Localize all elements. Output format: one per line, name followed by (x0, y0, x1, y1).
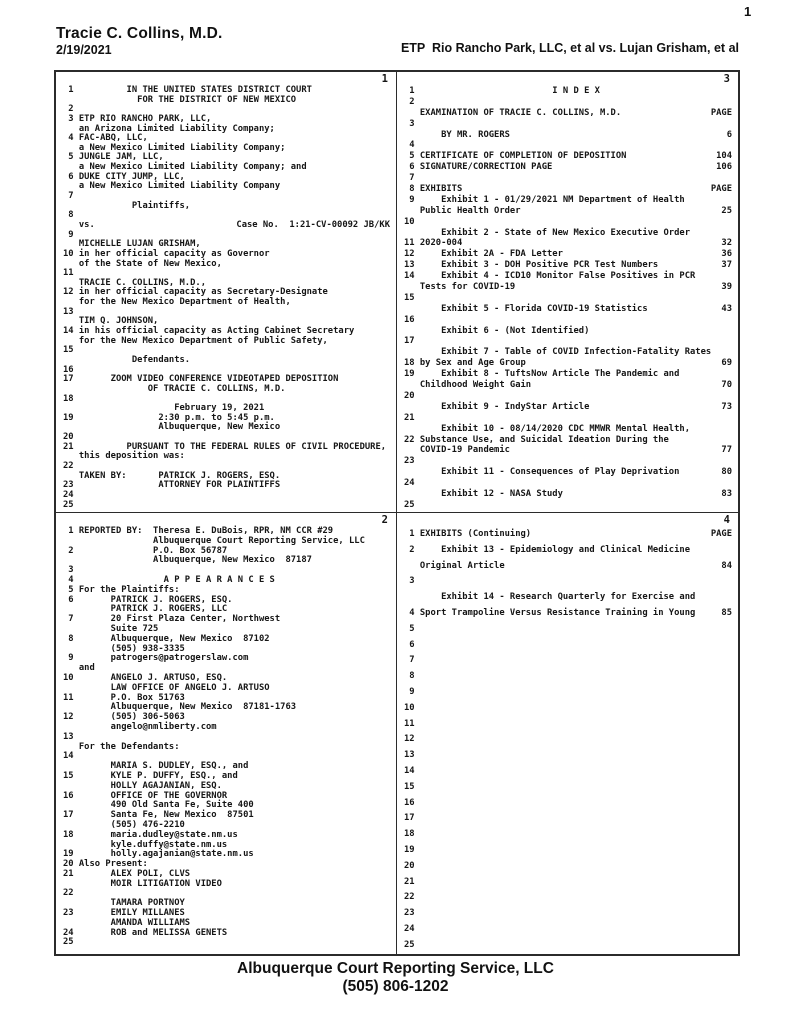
transcript-row-text: 7 (404, 655, 415, 666)
transcript-row-text: FOR THE DISTRICT OF NEW MEXICO (63, 94, 297, 105)
transcript-row-text: 18 maria.dudley@state.nm.us (63, 829, 238, 840)
transcript-row-text: vs. (63, 219, 95, 230)
transcript-row-page-ref: Case No. 1:21-CV-00092 JB/KK (236, 219, 390, 230)
transcript-row (404, 445, 732, 456)
transcript-row (404, 717, 732, 733)
transcript-page-number: 2 (381, 514, 388, 526)
transcript-row-text: 3 ETP RIO RANCHO PARK, LLC, (63, 113, 212, 124)
transcript-row (404, 811, 732, 827)
transcript-row-text: PATRICK J. ROGERS, LLC (63, 604, 228, 615)
transcript-row-text: 4 FAC-ABQ, LLC, (63, 133, 148, 144)
deposition-date: 2/19/2021 (56, 43, 112, 57)
transcript-row-text: LAW OFFICE OF ANGELO J. ARTUSO (63, 682, 270, 693)
transcript-row (63, 723, 390, 733)
transcript-row-text: 6 PATRICK J. ROGERS, ESQ. (63, 594, 233, 605)
transcript-row (404, 669, 732, 685)
transcript-row-text: 5 JUNGLE JAM, LLC, (63, 152, 164, 163)
transcript-row (404, 347, 732, 358)
transcript-row-text: 23 (404, 908, 415, 919)
transcript-row-text: 13 (63, 306, 74, 317)
transcript-row-text: 10 (404, 216, 415, 227)
transcript-row-text: 20 (63, 432, 74, 443)
transcript-row (63, 182, 390, 192)
transcript-row-text: a New Mexico Limited Liability Company (63, 181, 281, 192)
transcript-row (404, 413, 732, 424)
transcript-row (404, 380, 732, 391)
transcript-row-text: 25 (404, 499, 415, 510)
transcript-row-text: 16 (404, 314, 415, 325)
transcript-row-page-ref: 106 (716, 162, 732, 173)
transcript-row-text: 17 (404, 813, 415, 824)
transcript-row-text: for the New Mexico Department of Public Safety, (63, 335, 328, 346)
transcript-row-text: 4 Sport Trampoline Versus Resistance Training in Young (404, 607, 696, 618)
transcript-row-page-ref: 70 (721, 380, 732, 391)
transcript-row-text: 2 (63, 104, 74, 115)
transcript-row (404, 326, 732, 337)
transcript-row (63, 356, 390, 366)
transcript-row-text: 2 Exhibit 13 - Epidemiology and Clinical Medicine (404, 544, 690, 555)
transcript-row-text: 16 OFFICE OF THE GOVERNOR (63, 790, 228, 801)
transcript-row-page-ref: PAGE (710, 107, 732, 118)
transcript-row-text: 6 DUKE CITY JUMP, LLC, (63, 171, 185, 182)
transcript-row-text: 23 (404, 456, 415, 467)
transcript-row-page-ref: 85 (721, 607, 732, 618)
transcript-row-text: 8 (404, 671, 415, 682)
transcript-row-page-ref: 25 (721, 205, 732, 216)
transcript-row (404, 890, 732, 906)
transcript-row (404, 843, 732, 859)
transcript-row-page-ref: PAGE (710, 184, 732, 195)
transcript-row (63, 929, 390, 939)
transcript-row-text: 15 (63, 345, 74, 356)
transcript-row-text: 15 (404, 292, 415, 303)
transcript-row (63, 743, 390, 753)
transcript-row-page-ref: 36 (721, 249, 732, 260)
transcript-row-text: 3 (404, 576, 415, 587)
transcript-row-text: 21 ALEX POLI, CLVS (63, 868, 191, 879)
transcript-row-text: 11 P.O. Box 51763 (63, 692, 185, 703)
transcript-row-text: Exhibit 10 - 08/14/2020 CDC MMWR Mental Health, (404, 423, 690, 434)
transcript-row-text: 7 (63, 191, 74, 202)
transcript-row-text: MOIR LITIGATION VIDEO (63, 878, 222, 889)
transcript-row (63, 880, 390, 890)
transcript-row-text: 19 2:30 p.m. to 5:45 p.m. (63, 412, 275, 423)
transcript-row (404, 260, 732, 271)
transcript-row (63, 501, 390, 511)
transcript-row-page-ref: 39 (721, 282, 732, 293)
transcript-grid (54, 70, 740, 956)
transcript-row-text: 14 in his official capacity as Acting Cabinet Secretary (63, 326, 355, 337)
transcript-page-1 (56, 72, 397, 513)
transcript-row-text: 11 2020-004 (404, 238, 463, 249)
transcript-row-text: 25 (404, 939, 415, 950)
transcript-row (63, 202, 390, 212)
transcript-row (404, 748, 732, 764)
transcript-row (404, 402, 732, 413)
transcript-row-text: 11 (404, 718, 415, 729)
transcript-row (404, 489, 732, 500)
transcript-row-text: 8 EXHIBITS (404, 184, 463, 195)
transcript-row-page-ref: 73 (721, 401, 732, 412)
transcript-row-text: Plaintiffs, (63, 200, 191, 211)
transcript-row (404, 906, 732, 922)
transcript-row-text: Original Article (404, 560, 505, 571)
transcript-row (404, 282, 732, 293)
transcript-row-text: (505) 476-2210 (63, 819, 185, 830)
transcript-row-text: a New Mexico Limited Liability Company; (63, 142, 286, 153)
transcript-row-text: 4 (404, 140, 415, 151)
transcript-row (404, 304, 732, 315)
transcript-row-text: 24 (404, 923, 415, 934)
transcript-row (63, 385, 390, 395)
transcript-row-page-ref: 69 (721, 358, 732, 369)
transcript-row-text: 22 (404, 892, 415, 903)
transcript-row (404, 732, 732, 748)
transcript-row (404, 478, 732, 489)
transcript-row-text: 16 (404, 797, 415, 808)
transcript-row-text: 1 EXHIBITS (Continuing) (404, 529, 532, 539)
transcript-row-text: angelo@nmliberty.com (63, 721, 217, 732)
transcript-row-text: 3 (63, 565, 74, 576)
transcript-row-text: Exhibit 14 - Research Quarterly for Exercise and (404, 592, 696, 603)
transcript-row-page-ref: 43 (721, 303, 732, 314)
transcript-row (404, 622, 732, 638)
transcript-row-text: 12 in her official capacity as Secretary-Designate (63, 287, 328, 298)
transcript-row (404, 653, 732, 669)
transcript-row-page-ref: 84 (721, 560, 732, 571)
transcript-row-text: 4 A P P E A R A N C E S (63, 574, 275, 585)
transcript-row-text: 1 I N D E X (404, 86, 600, 96)
transcript-row-text: For the Defendants: (63, 741, 180, 752)
transcript-row (404, 764, 732, 780)
transcript-row-text: 17 Santa Fe, New Mexico 87501 (63, 810, 254, 821)
transcript-row (404, 875, 732, 891)
overall-page-number: 1 (744, 4, 752, 19)
transcript-row (63, 481, 390, 491)
transcript-row-page-ref: PAGE (710, 529, 732, 539)
transcript-row-text: 9 Exhibit 1 - 01/29/2021 NM Department of Health (404, 194, 685, 205)
transcript-row-text: 25 (63, 937, 74, 948)
transcript-row-text: 9 patrogers@patrogerslaw.com (63, 653, 249, 664)
transcript-row-text: 14 (404, 765, 415, 776)
transcript-row (404, 217, 732, 228)
transcript-row-text: 490 Old Santa Fe, Suite 400 (63, 800, 254, 811)
transcript-row-text: 18 (404, 829, 415, 840)
transcript-row-text: and (63, 663, 95, 674)
transcript-row-text: 24 ROB and MELISSA GENETS (63, 927, 228, 938)
transcript-row-text: an Arizona Limited Liability Company; (63, 123, 275, 134)
transcript-row-text: Exhibit 12 - NASA Study (404, 488, 563, 499)
transcript-row (404, 796, 732, 812)
transcript-row (404, 271, 732, 282)
transcript-row-text: MICHELLE LUJAN GRISHAM, (63, 239, 201, 250)
footer-company-name: Albuquerque Court Reporting Service, LLC (237, 960, 554, 977)
transcript-row (404, 391, 732, 402)
transcript-row-text: 16 (63, 364, 74, 375)
transcript-row (404, 435, 732, 446)
transcript-row-text: 22 Substance Use, and Suicidal Ideation During the (404, 434, 669, 445)
transcript-row (404, 238, 732, 249)
transcript-row-text: EXAMINATION OF TRACIE C. COLLINS, M.D. (404, 107, 622, 118)
transcript-row-page-ref: 37 (721, 260, 732, 271)
footer (0, 960, 791, 996)
transcript-row (404, 206, 732, 217)
transcript-row-text: 9 (404, 686, 415, 697)
transcript-row-text: 24 (63, 489, 74, 500)
transcript-row (63, 491, 390, 501)
transcript-row-text: MARIA S. DUDLEY, ESQ., and (63, 761, 249, 772)
transcript-row (63, 938, 390, 948)
transcript-row (404, 500, 732, 511)
transcript-row-text: 10 ANGELO J. ARTUSO, ESQ. (63, 672, 228, 683)
transcript-row (404, 456, 732, 467)
transcript-row (63, 337, 390, 347)
transcript-row-text: 18 by Sex and Age Group (404, 358, 526, 369)
transcript-row (404, 151, 732, 162)
transcript-row (404, 119, 732, 130)
transcript-row-page-ref: 83 (721, 488, 732, 499)
transcript-row (63, 96, 390, 106)
transcript-row (404, 574, 732, 590)
transcript-rows (404, 527, 732, 954)
transcript-row-text: Exhibit 5 - Florida COVID-19 Statistics (404, 303, 648, 314)
transcript-row-text: 7 (404, 173, 415, 184)
transcript-row-text: 19 (404, 844, 415, 855)
transcript-rows (404, 86, 732, 511)
transcript-row-text: Childhood Weight Gain (404, 380, 532, 391)
transcript-row-text: 5 CERTIFICATE OF COMPLETION OF DEPOSITION (404, 151, 627, 162)
transcript-row-text: 20 (404, 860, 415, 871)
transcript-row-text: February 19, 2021 (63, 403, 265, 414)
transcript-row-text: 21 PURSUANT TO THE FEDERAL RULES OF CIVIL PROCEDURE, (63, 441, 387, 452)
transcript-row-text: AMANDA WILLIAMS (63, 917, 191, 928)
transcript-row-text: Exhibit 6 - (Not Identified) (404, 325, 590, 336)
transcript-row-text: 22 (63, 460, 74, 471)
transcript-row (63, 423, 390, 433)
transcript-row (404, 162, 732, 173)
transcript-row-text: 15 (404, 781, 415, 792)
transcript-row-text: 22 (63, 888, 74, 899)
transcript-row-text: kyle.duffy@state.nm.us (63, 839, 228, 850)
transcript-row-text: 21 (404, 876, 415, 887)
transcript-row-text: 12 (505) 306-5063 (63, 712, 185, 723)
transcript-row-text: 10 in her official capacity as Governor (63, 248, 270, 259)
transcript-row-text: Exhibit 9 - IndyStar Article (404, 401, 590, 412)
transcript-row-text: Albuquerque, New Mexico 87187 (63, 555, 312, 566)
transcript-row-text: 5 (404, 623, 415, 634)
transcript-row (63, 298, 390, 308)
transcript-row (404, 336, 732, 347)
transcript-row-text: TIM Q. JOHNSON, (63, 316, 159, 327)
transcript-row (63, 260, 390, 270)
transcript-row-text: this deposition was: (63, 451, 185, 462)
case-title: ETP Rio Rancho Park, LLC, et al vs. Lujan Grisham, et al (400, 41, 739, 55)
transcript-row-text: 19 holly.agajanian@state.nm.us (63, 849, 254, 860)
transcript-row-text: TAKEN BY: PATRICK J. ROGERS, ESQ. (63, 470, 281, 481)
transcript-row-text: COVID-19 Pandemic (404, 445, 510, 456)
transcript-row-page-ref: 104 (716, 151, 732, 162)
transcript-row-text: 13 (404, 750, 415, 761)
footer-phone-number: (505) 806-1202 (342, 978, 449, 995)
transcript-row-text: Public Health Order (404, 205, 521, 216)
transcript-row-text: for the New Mexico Department of Health, (63, 297, 291, 308)
transcript-page-number: 1 (381, 73, 388, 85)
transcript-row-page-ref: 32 (721, 238, 732, 249)
transcript-row-text: TRACIE C. COLLINS, M.D., (63, 277, 206, 288)
transcript-row-text: of the State of New Mexico, (63, 258, 222, 269)
transcript-row-text: 6 (404, 639, 415, 650)
transcript-row-text: 23 EMILY MILLANES (63, 908, 185, 919)
transcript-row (404, 527, 732, 543)
transcript-row-text: 8 (63, 210, 74, 221)
transcript-row-text: 21 (404, 412, 415, 423)
transcript-row (404, 701, 732, 717)
transcript-row (404, 467, 732, 478)
transcript-row-text: 18 (63, 393, 74, 404)
transcript-row (404, 543, 732, 559)
transcript-row-text: 20 Also Present: (63, 859, 148, 870)
transcript-row-text: 17 (404, 336, 415, 347)
transcript-page-2 (56, 513, 397, 954)
transcript-row-text: HOLLY AGAJANIAN, ESQ. (63, 780, 222, 791)
transcript-row-text: TAMARA PORTNOY (63, 898, 185, 909)
transcript-row (404, 590, 732, 606)
transcript-row (404, 780, 732, 796)
transcript-row (404, 369, 732, 380)
transcript-row (404, 424, 732, 435)
transcript-row-page-ref: 77 (721, 445, 732, 456)
transcript-row-text: 1 REPORTED BY: Theresa E. DuBois, RPR, NM CCR #29 (63, 526, 334, 536)
transcript-row-text: 12 (404, 734, 415, 745)
transcript-row-page-ref: 80 (721, 467, 732, 478)
transcript-row-text: 15 KYLE P. DUFFY, ESQ., and (63, 770, 238, 781)
transcript-row-text: (505) 938-3335 (63, 643, 185, 654)
transcript-row-text: Suite 725 (63, 623, 159, 634)
transcript-page-3 (397, 72, 738, 513)
transcript-row-text: 8 Albuquerque, New Mexico 87102 (63, 633, 270, 644)
transcript-row (404, 606, 732, 622)
transcript-row (404, 130, 732, 141)
transcript-row (404, 195, 732, 206)
transcript-row-text: 3 (404, 118, 415, 129)
transcript-row (404, 559, 732, 575)
transcript-row-text: Defendants. (63, 354, 191, 365)
transcript-row-text: Albuquerque Court Reporting Service, LLC (63, 535, 365, 546)
transcript-row (404, 97, 732, 108)
transcript-row-text: 20 (404, 390, 415, 401)
transcript-row (404, 249, 732, 260)
transcript-row-text: 2 P.O. Box 56787 (63, 545, 228, 556)
transcript-row-text: a New Mexico Limited Liability Company; and (63, 162, 307, 173)
transcript-row-text: 25 (63, 499, 74, 510)
transcript-row-text: 13 (63, 731, 74, 742)
transcript-row-text: 17 ZOOM VIDEO CONFERENCE VIDEOTAPED DEPOSITION (63, 374, 339, 385)
transcript-row (404, 922, 732, 938)
transcript-row-text: 7 20 First Plaza Center, Northwest (63, 614, 281, 625)
transcript-row (63, 654, 390, 664)
transcript-row-text: Albuquerque, New Mexico (63, 422, 281, 433)
transcript-row (404, 859, 732, 875)
transcript-row (63, 452, 390, 462)
transcript-row (404, 358, 732, 369)
transcript-row-text: 19 Exhibit 8 - TuftsNow Article The Pandemic and (404, 369, 680, 380)
transcript-row (404, 638, 732, 654)
transcript-row-text: 13 Exhibit 3 - DOH Positive PCR Test Numbers (404, 260, 659, 271)
transcript-row (404, 140, 732, 151)
transcript-row-text: BY MR. ROGERS (404, 129, 510, 140)
transcript-row (404, 184, 732, 195)
transcript-rows (63, 86, 390, 510)
transcript-row-text: Exhibit 11 - Consequences of Play Deprivation (404, 467, 680, 478)
transcript-row (63, 221, 390, 231)
transcript-row (404, 173, 732, 184)
transcript-row (404, 827, 732, 843)
transcript-row-text: 12 Exhibit 2A - FDA Letter (404, 249, 563, 260)
transcript-row-text: 5 For the Plaintiffs: (63, 584, 180, 595)
transcript-row (404, 938, 732, 954)
transcript-row (404, 228, 732, 239)
deponent-name: Tracie C. Collins, M.D. (56, 25, 223, 42)
transcript-row-text: 10 (404, 702, 415, 713)
transcript-row-text: 9 (63, 229, 74, 240)
transcript-row-text: 14 Exhibit 4 - ICD10 Monitor False Positives in PCR (404, 271, 696, 282)
transcript-row-text: Albuquerque, New Mexico 87181-1763 (63, 702, 297, 713)
transcript-row (404, 86, 732, 97)
transcript-row-text: OF TRACIE C. COLLINS, M.D. (63, 383, 286, 394)
transcript-row (63, 556, 390, 566)
transcript-row-text: 6 SIGNATURE/CORRECTION PAGE (404, 162, 553, 173)
transcript-row-text: 23 ATTORNEY FOR PLAINTIFFS (63, 480, 281, 491)
transcript-row-text: 2 (404, 96, 415, 107)
transcript-row-text: Exhibit 7 - Table of COVID Infection-Fatality Rates (404, 347, 712, 358)
transcript-row-text: 1 IN THE UNITED STATES DISTRICT COURT (63, 85, 312, 95)
transcript-row-text: Exhibit 2 - State of New Mexico Executive Order (404, 227, 690, 238)
transcript-page-number: 4 (723, 514, 730, 526)
transcript-page-4 (397, 513, 738, 954)
transcript-row-text: Tests for COVID-19 (404, 282, 516, 293)
transcript-row (404, 293, 732, 304)
transcript-row (404, 685, 732, 701)
transcript-row-text: 14 (63, 751, 74, 762)
transcript-row-page-ref: 6 (726, 129, 732, 140)
transcript-row (404, 108, 732, 119)
transcript-row (404, 315, 732, 326)
transcript-rows (63, 527, 390, 948)
transcript-row-text: 11 (63, 268, 74, 279)
transcript-row-text: 24 (404, 478, 415, 489)
transcript-page-number: 3 (723, 73, 730, 85)
